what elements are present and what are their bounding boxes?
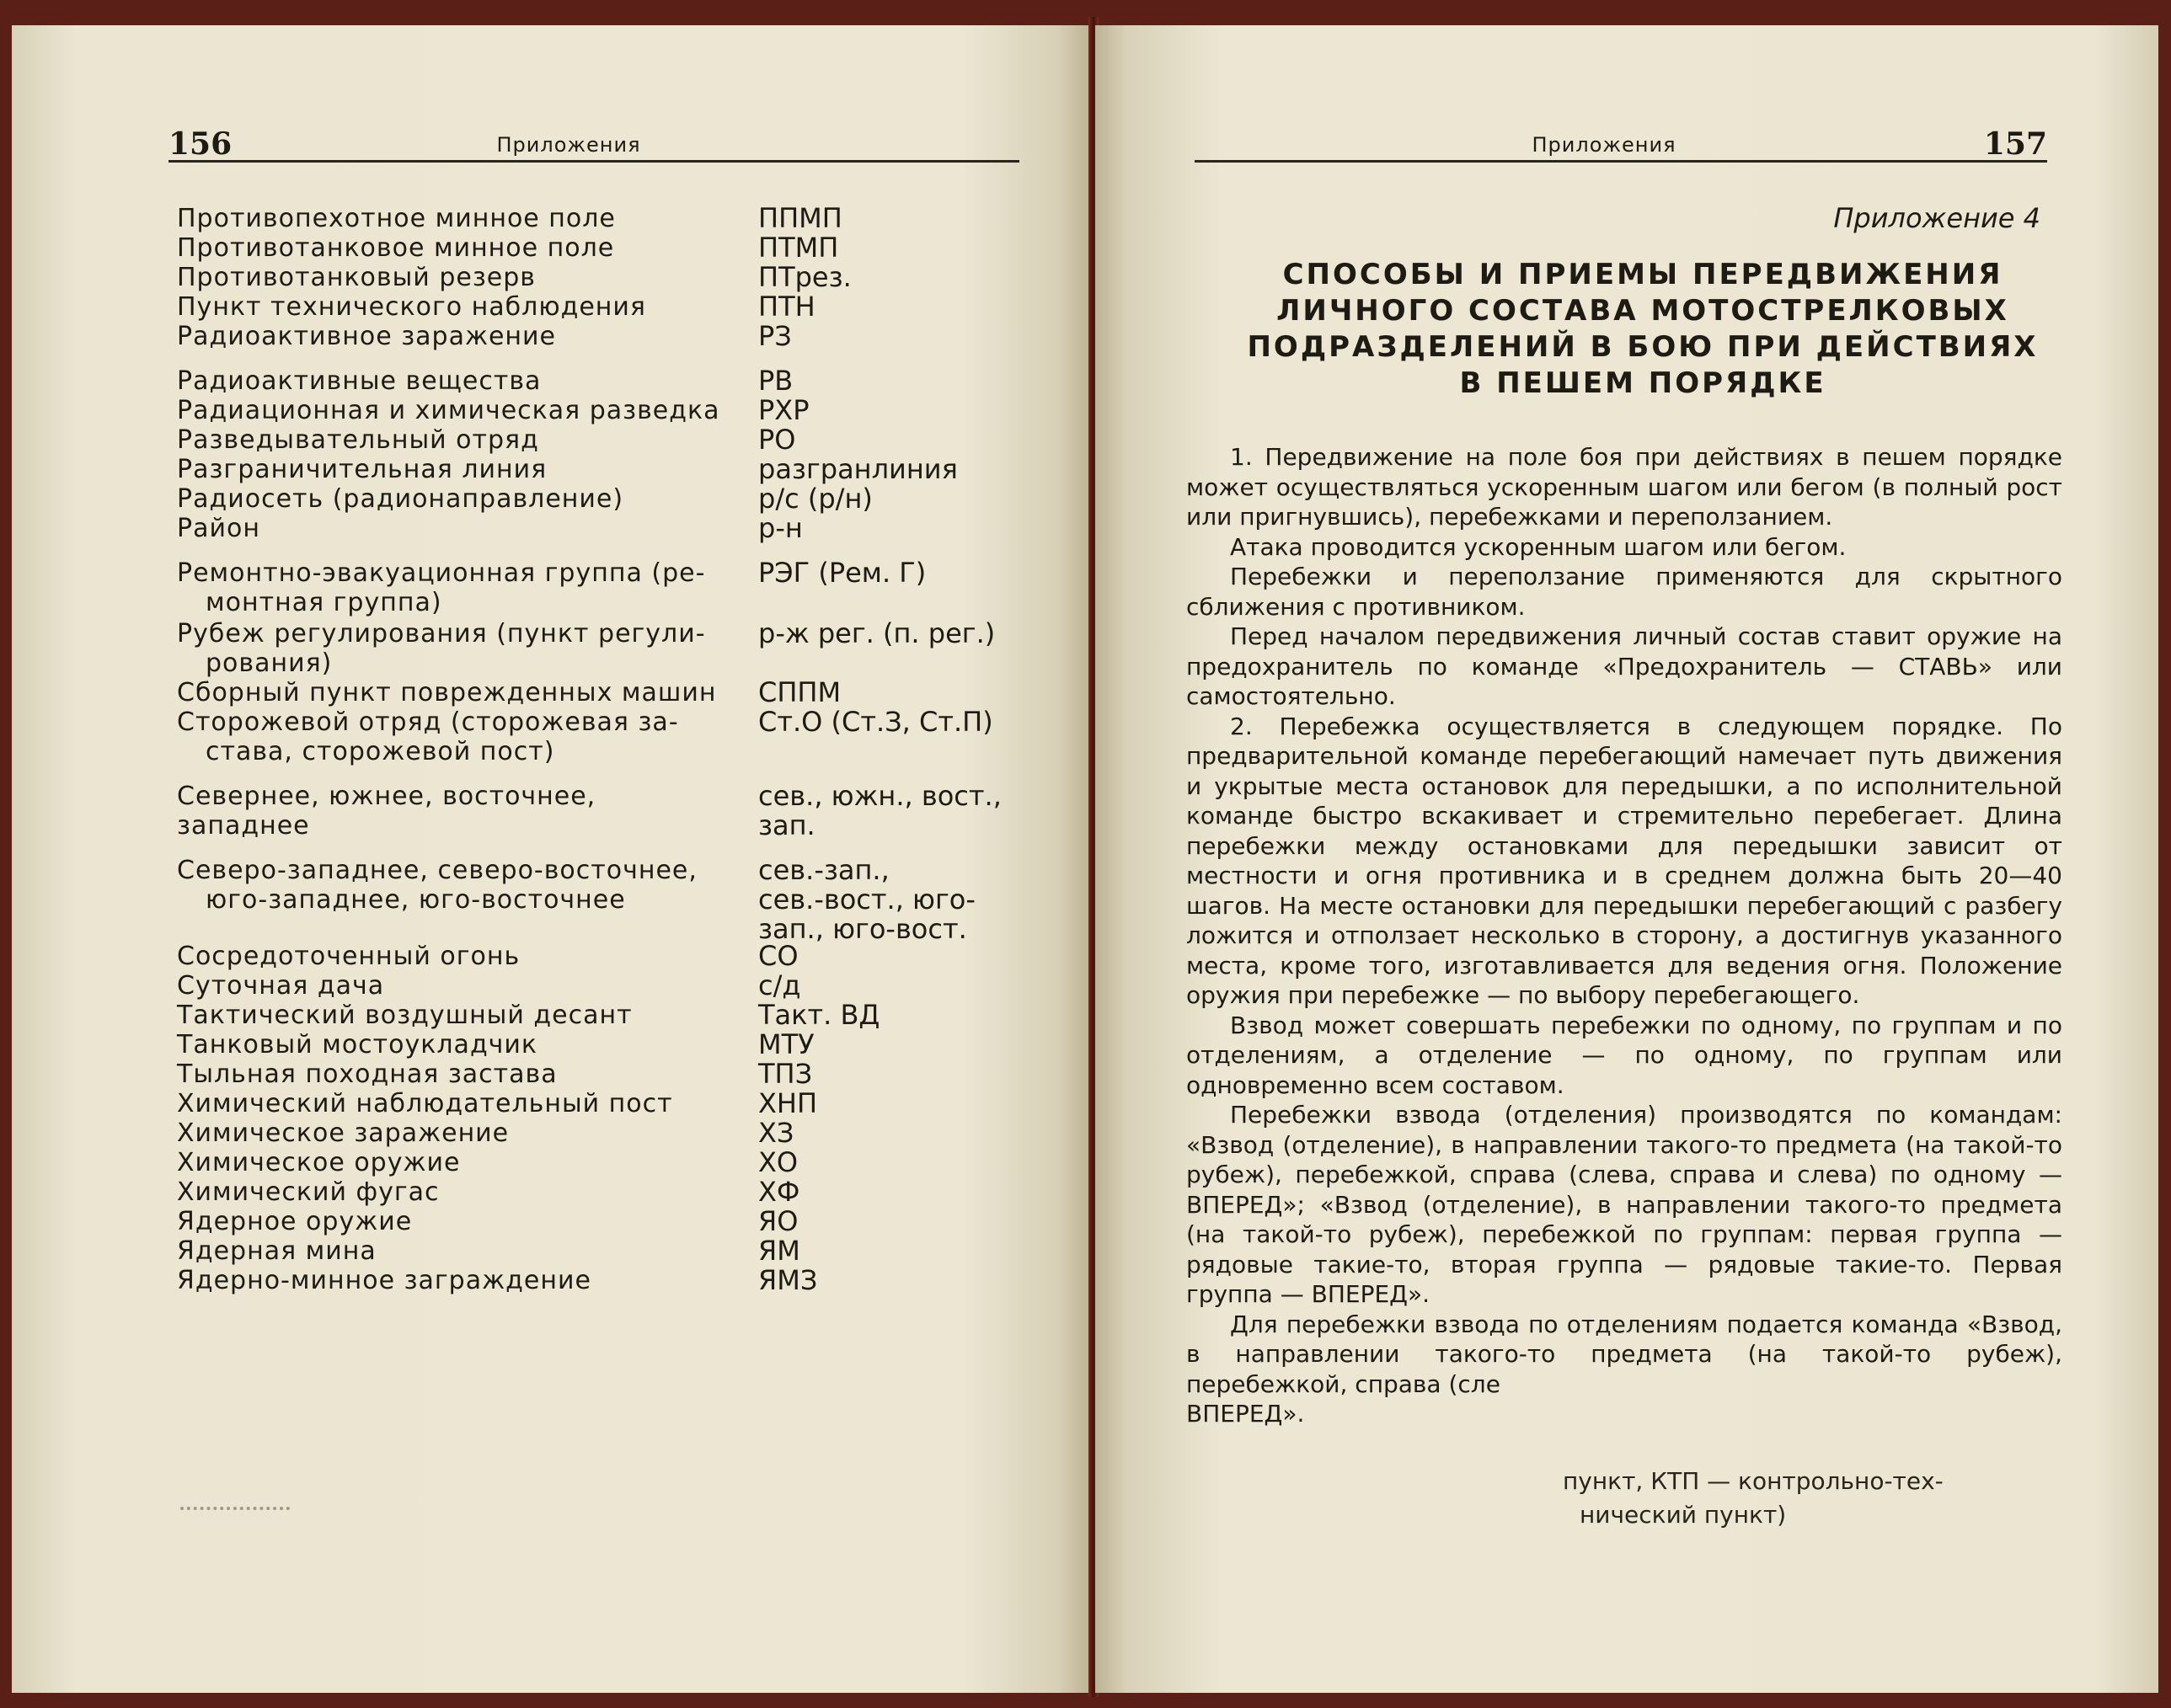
term-text: Ядерная мина: [177, 1236, 377, 1266]
term: [177, 1236, 733, 1266]
term-text: Суточная дача: [177, 971, 385, 1001]
abbreviation-row: [177, 678, 1019, 707]
term: [177, 514, 733, 543]
abbreviation-row: [177, 707, 1019, 766]
left-page: [12, 25, 1090, 1693]
abbreviation: [758, 396, 1019, 425]
abbreviation-text: РЭГ (Рем. Г): [758, 557, 927, 589]
term: [177, 263, 733, 292]
left-running-head: [168, 101, 1019, 163]
abbreviation-text: р/с (р/н): [758, 483, 873, 515]
abbreviation-row: [177, 204, 1019, 233]
abbreviation-text: ЯМЗ: [758, 1264, 818, 1296]
abbreviation-text: ППМП: [758, 202, 842, 234]
abbreviation-list: [177, 204, 1019, 1295]
right-running-title: Приложения: [1532, 133, 1676, 157]
paragraph: 2. Перебежка осуществляется в следующем порядке. По предварительной команде перебегающий намечает путь движения и укрытые места остановок для передышки, а по исполнительной команде быстро вскакивает и стремительно перебегает. Длина перебежки между остановками для передышки зависит от местности и огня противника и в среднем должна быть 20—40 шагов. На месте остановки для передышки перебегающий с разбегу ложится и отползает несколько в сторону, а достигнув указанного места, кроме того, изготавливается для ведения огня. Положение оружия при перебежке — по выбору перебегающего.: [1186, 712, 2062, 1009]
abbreviation-row: [177, 366, 1019, 396]
term: [177, 1089, 733, 1118]
term-text: Танковый мостоукладчик: [177, 1030, 538, 1059]
term-continuation: юго-западнее, юго-восточнее: [206, 885, 626, 915]
term: [177, 619, 733, 678]
term-continuation: монтная группа): [206, 588, 442, 617]
title-line: ЛИЧНОГО СОСТАВА МОТОСТРЕЛКОВЫХ: [1276, 294, 2009, 328]
term: [177, 292, 733, 322]
term: [177, 1177, 733, 1207]
term: [177, 707, 733, 766]
chapter-title: [1222, 257, 2064, 402]
appendix-label: Приложение 4: [1833, 202, 2040, 234]
abbreviation: [758, 782, 1019, 841]
term: [177, 942, 733, 971]
term-text: Сосредоточенный огонь: [177, 942, 521, 971]
abbreviation-row: [177, 425, 1019, 455]
abbreviation: [758, 1266, 1019, 1295]
term-continuation: рования): [206, 649, 333, 678]
paragraph: Атака проводится ускоренным шагом или бегом.: [1230, 532, 1847, 561]
abbreviation-text: ЯМ: [758, 1235, 800, 1267]
abbreviation: [758, 1001, 1019, 1030]
term-text: Разграничительная линия: [177, 455, 548, 484]
abbreviation-row: [177, 558, 1019, 617]
abbreviation-text: ХО: [758, 1146, 799, 1178]
term-text: Разведывательный отряд: [177, 425, 539, 455]
abbreviation: [758, 942, 1019, 971]
abbreviation-text: МТУ: [758, 1028, 815, 1060]
term-text: Химический фугас: [177, 1177, 440, 1207]
abbreviation-text: Ст.О (Ст.З, Ст.П): [758, 706, 993, 738]
abbreviation: [758, 514, 1019, 543]
abbreviation-text: сев.-зап.,: [758, 854, 890, 886]
left-page-number: 156: [168, 126, 233, 162]
term-text: Сторожевой отряд (сторожевая за-: [177, 707, 679, 737]
abbreviation: [758, 1236, 1019, 1266]
abbreviation-row: [177, 233, 1019, 263]
abbreviation-text: разгранлиния: [758, 453, 958, 485]
print-smudge: [180, 1495, 290, 1510]
title-line: СПОСОБЫ И ПРИЕМЫ ПЕРЕДВИЖЕНИЯ: [1282, 258, 2003, 291]
abbreviation-text: сев.-вост., юго-: [758, 883, 976, 915]
term-text: Тыльная походная застава: [177, 1059, 558, 1089]
term-text: Ремонтно-эвакуационная группа (ре-: [177, 558, 706, 588]
paragraph: Взвод может совершать перебежки по одному, по группам и по отделениям, а отделение — по одному, по группам или одновременно всем составом.: [1186, 1011, 2062, 1099]
abbreviation: [758, 856, 1019, 944]
abbreviation-row: [177, 322, 1019, 351]
abbreviation-row: [177, 484, 1019, 514]
abbreviation-row: [177, 619, 1019, 678]
abbreviation-text: РО: [758, 424, 796, 456]
term-text: Радиосеть (радионаправление): [177, 484, 624, 514]
term-continuation: става, сторожевой пост): [206, 737, 555, 766]
abbreviation: [758, 204, 1019, 233]
term-text: Сборный пункт поврежденных машин: [177, 678, 717, 707]
right-page: [1095, 25, 2158, 1693]
term-text: Район: [177, 514, 260, 543]
abbreviation-row: [177, 1148, 1019, 1177]
abbreviation-text: ТПЗ: [758, 1058, 813, 1090]
term: [177, 233, 733, 263]
abbreviation-text: СО: [758, 940, 799, 972]
abbreviation-text: Такт. ВД: [758, 999, 880, 1031]
abbreviation-text: ЯО: [758, 1205, 799, 1237]
body-text: [1186, 442, 2062, 1429]
abbreviation: [758, 678, 1019, 707]
abbreviation-row: [177, 1207, 1019, 1236]
abbreviation: [758, 1118, 1019, 1148]
abbreviation-row: [177, 1266, 1019, 1295]
right-running-head: [1195, 101, 2047, 163]
abbreviation: [758, 484, 1019, 514]
term-text: Радиоактивные вещества: [177, 366, 542, 396]
term: [177, 322, 733, 351]
abbreviation: [758, 619, 1019, 649]
abbreviation-text: ПТрез.: [758, 261, 852, 293]
abbreviation-text: зап., юго-вост.: [758, 913, 967, 945]
term-text: Противопехотное минное поле: [177, 204, 616, 233]
term: [177, 1001, 733, 1030]
term-text: Тактический воздушный десант: [177, 1001, 633, 1030]
abbreviation-text: СППМ: [758, 676, 842, 708]
term-text: Противотанковое минное поле: [177, 233, 615, 263]
term: [177, 1118, 733, 1148]
abbreviation-text: РВ: [758, 365, 794, 397]
abbreviation: [758, 1059, 1019, 1089]
abbreviation-text: РХР: [758, 394, 810, 426]
abbreviation-text: р-ж рег. (п. рег.): [758, 617, 996, 649]
abbreviation-row: [177, 455, 1019, 484]
abbreviation-text: зап.: [758, 809, 815, 841]
term: [177, 455, 733, 484]
right-page-number: 157: [1983, 126, 2047, 162]
term-text: Рубеж регулирования (пункт регули-: [177, 619, 706, 649]
abbreviation-row: [177, 1059, 1019, 1089]
abbreviation: [758, 292, 1019, 322]
term-text: Химическое оружие: [177, 1148, 461, 1177]
abbreviation-text: ХФ: [758, 1176, 800, 1208]
term: [177, 782, 733, 841]
term: [177, 484, 733, 514]
paragraph: Для перебежки взвода по отделениям подается команда «Взвод, в направлении такого-то предмета (на такой-то рубеж), перебежкой, справа (сле: [1186, 1310, 2062, 1398]
abbreviation-row: [177, 854, 1019, 945]
term-text: Радиационная и химическая разведка: [177, 396, 720, 425]
term: [177, 425, 733, 455]
abbreviation: [758, 233, 1019, 263]
overprint-fragment: пункт, КТП — контрольно-тех-: [1563, 1467, 1944, 1495]
term: [177, 1030, 733, 1059]
abbreviation-text: сев., южн., вост.,: [758, 780, 1002, 812]
paragraph: ВПЕРЕД».: [1186, 1400, 1305, 1428]
abbreviation: [758, 425, 1019, 455]
abbreviation-row: [177, 942, 1019, 971]
abbreviation: [758, 1177, 1019, 1207]
abbreviation: [758, 707, 1019, 737]
term: [177, 396, 733, 425]
left-running-title: Приложения: [496, 133, 641, 157]
abbreviation-row: [177, 1236, 1019, 1266]
overprint-fragment-2: нический пункт): [1580, 1501, 1787, 1529]
abbreviation-row: [177, 396, 1019, 425]
term: [177, 1059, 733, 1089]
abbreviation-text: ХЗ: [758, 1117, 794, 1149]
term: [177, 366, 733, 396]
term-text: Химическое заражение: [177, 1118, 510, 1148]
abbreviation-row: [177, 514, 1019, 543]
title-line: В ПЕШЕМ ПОРЯДКЕ: [1459, 366, 1826, 400]
abbreviation-text: ПТН: [758, 291, 815, 323]
abbreviation: [758, 322, 1019, 351]
abbreviation: [758, 263, 1019, 292]
term: [177, 1266, 733, 1295]
term-text: Севернее, южнее, восточнее, западнее: [177, 782, 596, 841]
abbreviation-row: [177, 1089, 1019, 1118]
term: [177, 1148, 733, 1177]
abbreviation: [758, 366, 1019, 396]
term-text: Радиоактивное заражение: [177, 322, 557, 351]
abbreviation: [758, 558, 1019, 588]
abbreviation: [758, 1207, 1019, 1236]
paragraph: Перебежки взвода (отделения) производятся по командам: «Взвод (отделение), в направлении такого-то предмета (на такой-то рубеж), перебежкой, справа (слева, справа и слева) по одному — ВПЕРЕД»; «Взвод (отделение), в направлении такого-то предмета (на такой-то рубеж), перебежкой по группам: первая группа — рядовые такие-то, вторая группа — рядовые такие-то. Первая группа — ВПЕРЕД».: [1186, 1101, 2062, 1308]
abbreviation-row: [177, 1118, 1019, 1148]
abbreviation-text: ПТМП: [758, 232, 839, 264]
term-text: Противотанковый резерв: [177, 263, 536, 292]
abbreviation-text: с/д: [758, 969, 801, 1001]
term: [177, 856, 733, 915]
term-text: Северо-западнее, северо-восточнее,: [177, 856, 698, 885]
term-text: Пункт технического наблюдения: [177, 292, 646, 322]
term: [177, 558, 733, 617]
abbreviation-text: РЗ: [758, 320, 792, 352]
abbreviation-row: [177, 1177, 1019, 1207]
term: [177, 678, 733, 707]
abbreviation-row: [177, 782, 1019, 841]
term-text: Химический наблюдательный пост: [177, 1089, 673, 1118]
abbreviation-row: [177, 1030, 1019, 1059]
term: [177, 204, 733, 233]
abbreviation-row: [177, 292, 1019, 322]
paragraph: Перед началом передвижения личный состав ставит оружие на предохранитель по команде «Предохранитель — СТАВЬ» или самостоятельно.: [1186, 622, 2062, 710]
abbreviation-row: [177, 971, 1019, 1001]
abbreviation: [758, 1089, 1019, 1118]
abbreviation: [758, 1030, 1019, 1059]
term: [177, 971, 733, 1001]
abbreviation: [758, 1148, 1019, 1177]
paragraph: 1. Передвижение на поле боя при действиях в пешем порядке может осуществляться ускоренным шагом или бегом (в полный рост или пригнувшись), перебежками и переползанием.: [1186, 443, 2062, 531]
title-line: ПОДРАЗДЕЛЕНИЙ В БОЮ ПРИ ДЕЙСТВИЯХ: [1247, 330, 2039, 364]
abbreviation-row: [177, 1001, 1019, 1030]
abbreviation: [758, 455, 1019, 484]
abbreviation-text: р-н: [758, 512, 803, 544]
term-text: Ядерное оружие: [177, 1207, 413, 1236]
abbreviation: [758, 971, 1019, 1001]
abbreviation-text: ХНП: [758, 1087, 818, 1119]
paragraph: Перебежки и переползание применяются для скрытного сближения с противником.: [1186, 563, 2062, 621]
term: [177, 1207, 733, 1236]
term-text: Ядерно-минное заграждение: [177, 1266, 591, 1295]
abbreviation-row: [177, 263, 1019, 292]
